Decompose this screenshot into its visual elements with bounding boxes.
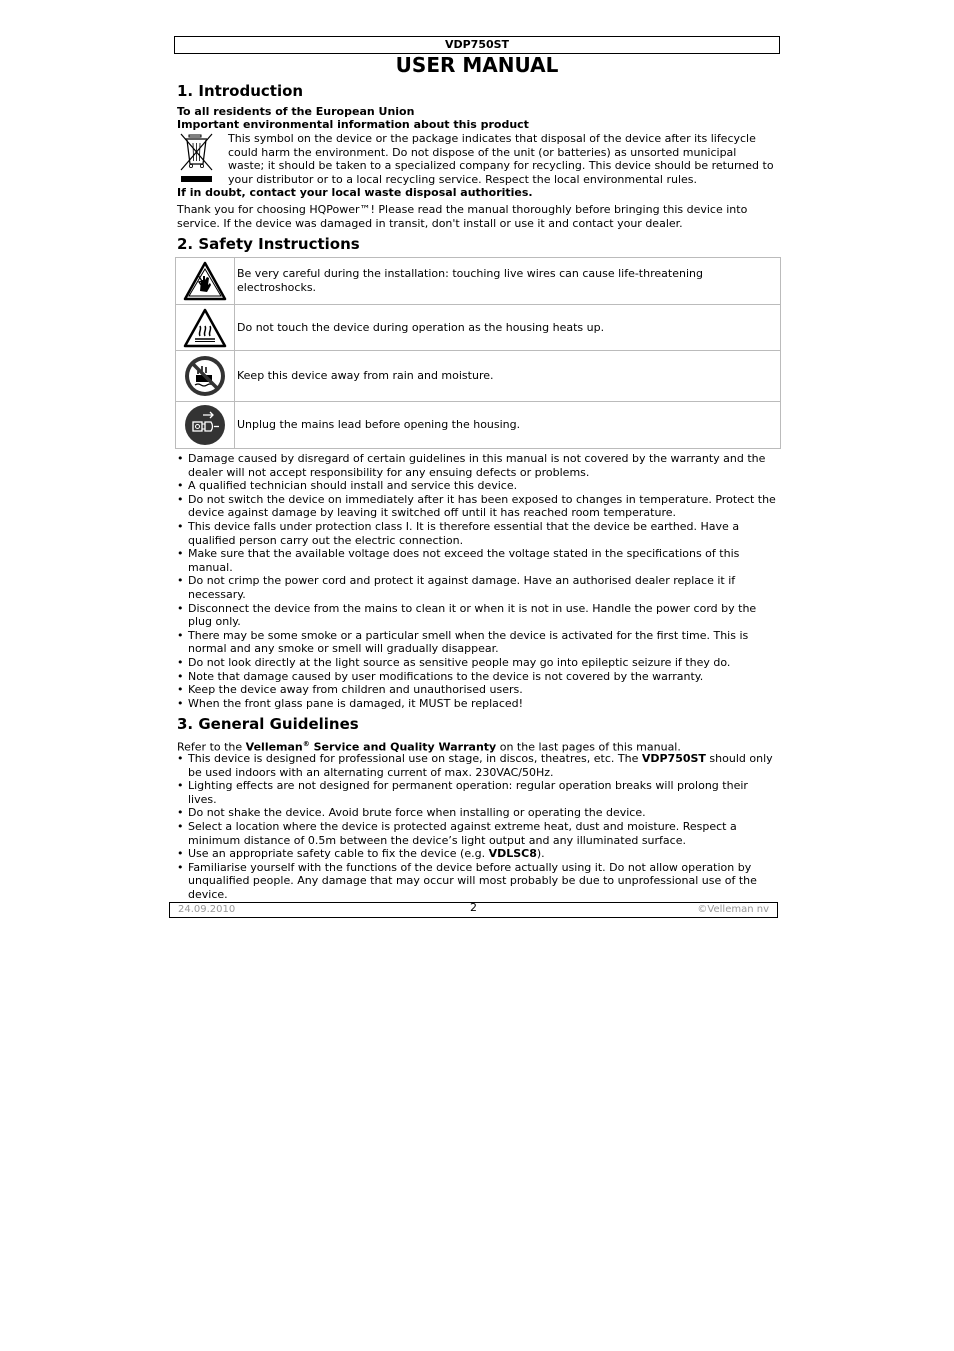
safety-row <box>176 351 780 402</box>
warranty-reference: Refer to the Velleman® Service and Quality Warranty on the last pages of this manual. <box>177 740 681 754</box>
brand-name: Velleman <box>245 740 303 754</box>
list-item: • Use an appropriate safety cable to fix the device (e.g. VDLSC8). <box>177 847 777 861</box>
crossed-bin-icon <box>178 132 214 184</box>
page-number: 2 <box>470 901 477 914</box>
safety-bullet-list <box>177 452 777 710</box>
safety-text: Do not touch the device during operation as the housing heats up. <box>237 320 605 334</box>
list-item: • Do not look directly at the light source as sensitive people may go into epileptic seizure if they do. <box>177 656 777 670</box>
safety-row <box>176 258 780 305</box>
weee-paragraph: This symbol on the device or the package indicates that disposal of the device after its lifecycle could harm the environment. Do not dispose of the unit (or batteries) as unsorted municipal waste; it should be taken to a specialized company for recycling. This device should be returned to your distributor or to a local recycling service. Respect the local environmental rules. <box>228 132 774 186</box>
list-item: • This device falls under protection class I. It is therefore essential that the device be earthed. Have a qualified person carry out the electric connection. <box>177 520 777 547</box>
safety-heading: 2. Safety Instructions <box>177 235 360 253</box>
footer-date: 24.09.2010 <box>178 904 236 915</box>
safety-row <box>176 402 780 448</box>
electric-shock-warning-icon <box>183 261 227 301</box>
list-item: • A qualified technician should install and service this device. <box>177 479 777 493</box>
list-item: • Do not shake the device. Avoid brute force when installing or operating the device. <box>177 806 777 820</box>
list-item: • Select a location where the device is protected against extreme heat, dust and moisture. Respect a minimum distance of 0.5m between the device’s light output and any illuminated surface. <box>177 820 777 847</box>
no-moisture-icon <box>183 354 227 398</box>
list-item: • Disconnect the device from the mains to clean it or when it is not in use. Handle the power cord by the plug only. <box>177 602 777 629</box>
model-header: VDP750ST <box>174 36 780 54</box>
safety-text: Keep this device away from rain and moisture. <box>237 369 494 383</box>
safety-cable-model: VDLSC8 <box>488 847 537 861</box>
model-name: VDP750ST <box>641 752 706 765</box>
list-item: • Damage caused by disregard of certain guidelines in this manual is not covered by the warranty and the dealer will not accept responsibility for any ensuing defects or problems. <box>177 452 777 479</box>
list-item: • Familiarise yourself with the functions of the device before actually using it. Do not allow operation by unqualified people. Any damage that may occur will most probably be due to unprofessional use of the device. <box>177 861 777 902</box>
list-item: • There may be some smoke or a particular smell when the device is activated for the first time. This is normal and any smoke or smell will gradually disappear. <box>177 629 777 656</box>
list-item: • Lighting effects are not designed for permanent operation: regular operation breaks will prolong their lives. <box>177 779 777 806</box>
list-item: • Do not switch the device on immediately after it has been exposed to changes in temperature. Protect the device against damage by leaving it switched off until it has reached room temperature. <box>177 493 777 520</box>
page-footer <box>169 902 778 918</box>
guidelines-bullet-list <box>177 752 777 902</box>
guidelines-heading: 3. General Guidelines <box>177 715 359 733</box>
safety-row <box>176 305 780 351</box>
list-item: • Make sure that the available voltage does not exceed the voltage stated in the specifications of this manual. <box>177 547 777 574</box>
thank-you-paragraph: Thank you for choosing HQPower™! Please read the manual thoroughly before bringing this device into service. If the device was damaged in transit, don't install or use it and contact your dealer. <box>177 203 748 230</box>
hot-surface-warning-icon <box>183 308 227 348</box>
intro-heading: 1. Introduction <box>177 82 304 100</box>
document-title: USER MANUAL <box>395 53 559 77</box>
list-item: • This device is designed for professional use on stage, in discos, theatres, etc. The VDP750ST should only be used indoors with an alternating current of max. 230VAC/50Hz. <box>177 752 777 779</box>
list-item: • Do not crimp the power cord and protect it against damage. Have an authorised dealer replace it if necessary. <box>177 574 777 601</box>
waste-authorities-line: If in doubt, contact your local waste disposal authorities. <box>177 186 533 199</box>
eu-residents-line: To all residents of the European Union <box>177 105 415 118</box>
safety-text: Unplug the mains lead before opening the housing. <box>237 418 521 432</box>
safety-table <box>175 257 781 449</box>
footer-copyright: ©Velleman nv <box>697 904 769 915</box>
safety-text: Be very careful during the installation: touching live wires can cause life-threatening electroshocks. <box>237 267 703 294</box>
list-item: • When the front glass pane is damaged, it MUST be replaced! <box>177 697 777 711</box>
list-item: • Keep the device away from children and unauthorised users. <box>177 683 777 697</box>
environmental-info-line: Important environmental information about this product <box>177 118 529 131</box>
list-item: • Note that damage caused by user modifications to the device is not covered by the warranty. <box>177 670 777 684</box>
unplug-icon <box>183 403 227 447</box>
